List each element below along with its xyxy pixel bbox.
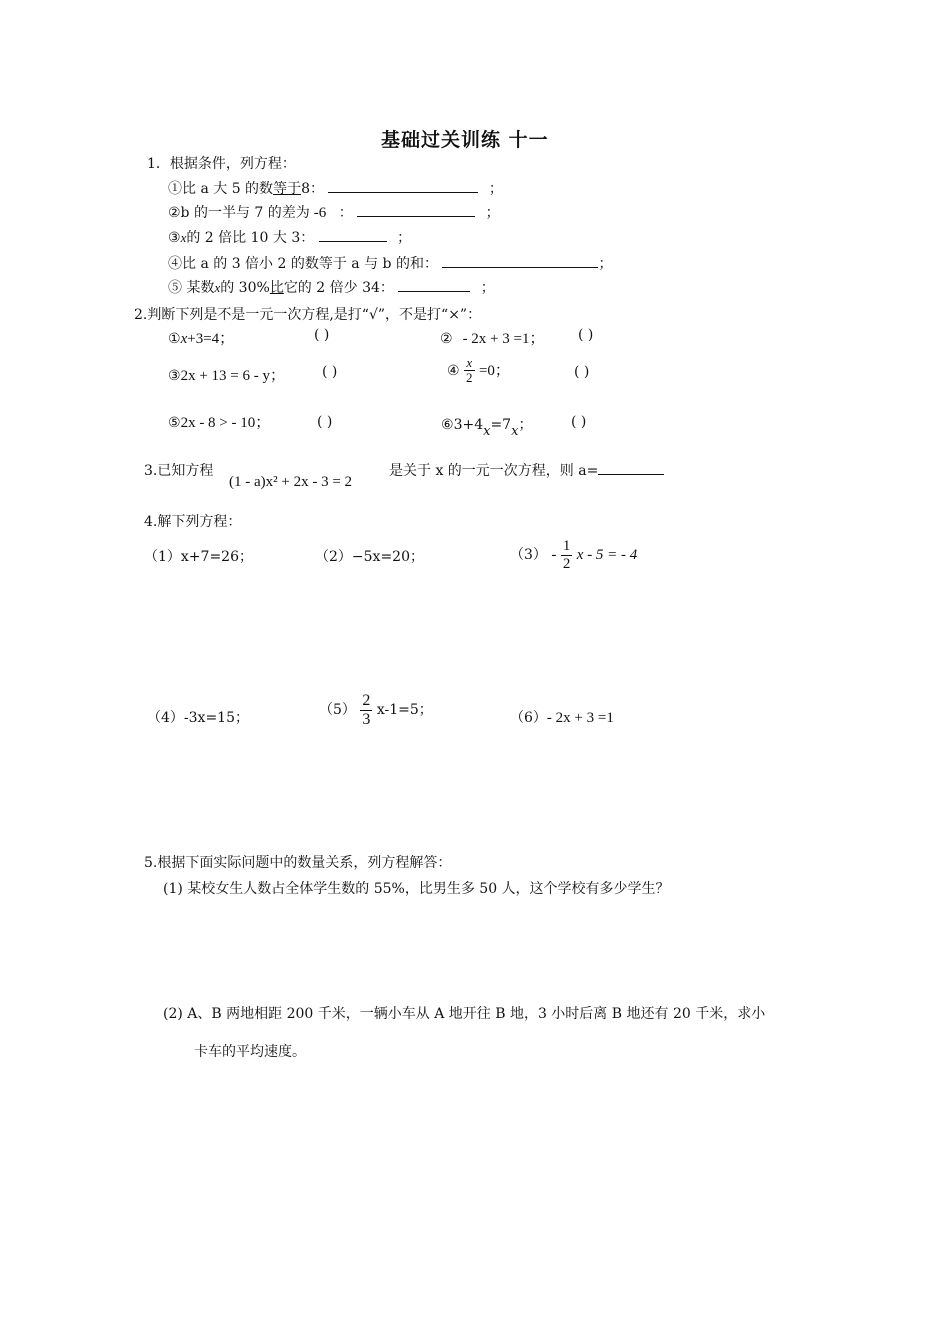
q2-paren-5[interactable]: ( ) (317, 414, 333, 430)
q2-paren-4[interactable]: ( ) (574, 364, 590, 380)
q1-item-2: ②b 的一半与 7 的差为 -6 ： ； (168, 205, 500, 221)
q3-equation: (1 - a)x² + 2x - 3 = 2 (229, 474, 353, 490)
q2-item-4: ④ $\frac{x}{2}$ =0； (447, 355, 510, 386)
q4-problem-1: （1）x+7=26； (144, 549, 253, 565)
q5-problem-1: (1) 某校女生人数占全体学生数的 55%，比男生多 50 人，这个学校有多少学生？ (163, 881, 670, 897)
q4-problem-5: （5） $\frac{2}{3}$ x-1=5； (319, 692, 433, 728)
answer-blank[interactable] (328, 180, 478, 193)
q2-item-1: ①x+3=4； (168, 331, 235, 347)
answer-blank[interactable] (442, 255, 598, 268)
answer-blank[interactable] (598, 462, 664, 475)
q2-paren-2[interactable]: ( ) (578, 327, 594, 343)
page-title: 基础过关训练 十一 (381, 129, 549, 151)
q2-paren-3[interactable]: ( ) (322, 364, 338, 380)
q1-item-1: ①比 a 大 5 的数等于8： ； (168, 181, 503, 197)
q5-problem-2-line2: 卡车的平均速度。 (194, 1044, 306, 1060)
q4-heading: 4.解下列方程： (144, 514, 242, 530)
q4-problem-3: （3） - $\frac{1}{2}$ x - 5 = - 4 (510, 538, 638, 572)
q1-item-3: ③x的 2 倍比 10 大 3： ； (168, 230, 412, 246)
q2-item-3: ③2x + 13 = 6 - y； (168, 368, 285, 384)
q4-problem-4: （4）-3x=15； (147, 710, 249, 726)
q1-item-5: ⑤ 某数x的 30%比它的 2 倍少 34： ； (168, 280, 495, 296)
q2-item-2: ② - 2x + 3 =1； (440, 331, 545, 347)
q4-problem-6: （6）- 2x + 3 =1 (510, 710, 614, 726)
q3-text-a: 3.已知方程 (144, 463, 214, 479)
q1-heading: 1．根据条件，列方程： (147, 156, 296, 172)
q5-heading: 5.根据下面实际问题中的数量关系，列方程解答： (144, 855, 452, 871)
q2-paren-1[interactable]: ( ) (314, 327, 330, 343)
q4-problem-2: （2）−5x=20； (315, 549, 424, 565)
q2-item-6: ⑥3+4x=7x； (441, 417, 533, 439)
answer-blank[interactable] (357, 204, 475, 217)
q2-paren-6[interactable]: ( ) (571, 414, 587, 430)
answer-blank[interactable] (398, 279, 470, 292)
q5-problem-2-line1: (2) A、B 两地相距 200 千米，一辆小车从 A 地开往 B 地，3 小时后离 B 地还有 20 千米，求小 (163, 1006, 766, 1022)
answer-blank[interactable] (319, 229, 387, 242)
q1-item-4: ④比 a 的 3 倍小 2 的数等于 a 与 b 的和： ； (168, 256, 613, 272)
q3-text-b: 是关于 x 的一元一次方程，则 a= (389, 460, 664, 480)
q2-heading: 2.判断下列是不是一元一次方程,是打“√”，不是打“×”： (134, 307, 482, 323)
q2-item-5: ⑤2x - 8 > - 10； (168, 415, 271, 431)
